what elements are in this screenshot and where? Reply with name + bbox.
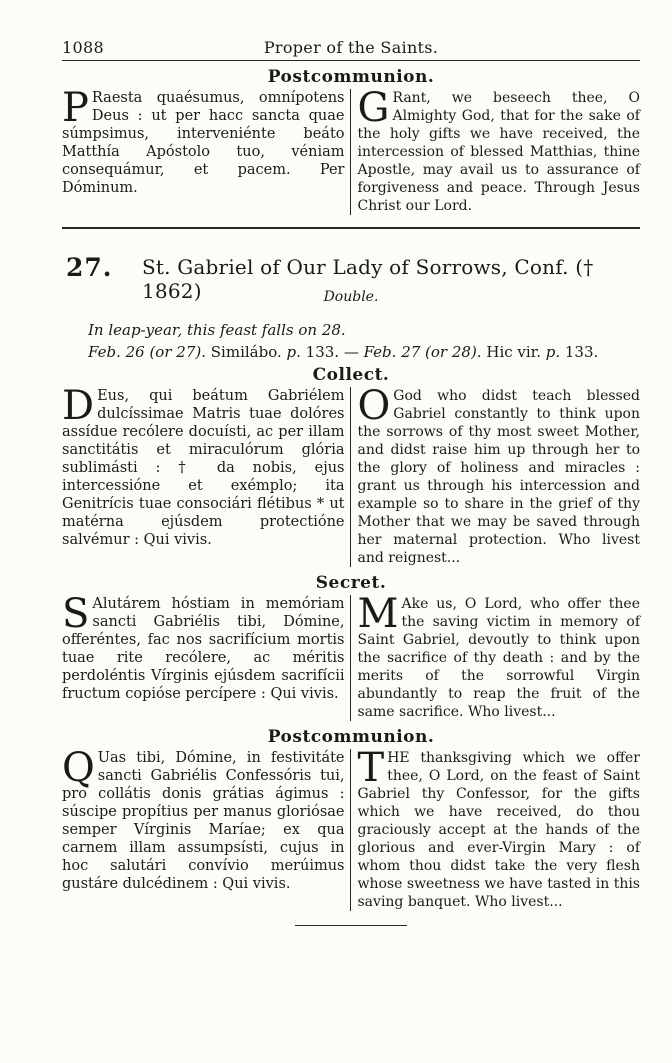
leap-year-note: In leap-year, this feast falls on 28. bbox=[88, 321, 346, 339]
drop-cap: T bbox=[357, 745, 385, 791]
english-text: Ake us, O Lord, who offer thee the saving victim in memory of Saint Gabriel, devoutly to think upon the sacrifice of thy death : and by the merits of the sorrowful Virgin abundantly to reap the fruit of the same sacrifice. Who livest... bbox=[357, 596, 640, 720]
section-title-postcommunion: Postcommunion. bbox=[267, 727, 435, 747]
feast-name: St. Gabriel of Our Lady of Sorrows, Conf. († 1862) bbox=[142, 255, 594, 303]
drop-cap: Q bbox=[62, 745, 95, 791]
english-column bbox=[351, 383, 641, 567]
postcommunion-prev-columns bbox=[62, 85, 640, 215]
feast-separator-rule bbox=[62, 227, 640, 229]
latin-text: Uas tibi, Dómine, in festivitáte sancti Gabriélis Confessóris tui, pro collátis donis grátias ágimus : súscipe propítius per manus gloriósae semper Vírginis Maríae; ex qua carnem illam assumpsísti, cujus in hoc salutári convívio merúimus gustáre dulcédinem : Qui vivis. bbox=[62, 750, 345, 892]
drop-cap: D bbox=[62, 383, 95, 429]
header-rule bbox=[62, 60, 640, 61]
english-text: God who didst teach blessed Gabriel constantly to think upon the sorrows of thy most sweet Mother, and didst raise him up through her to the glory of holiness and miracles : grant us through his intercession and example so to share in the grief of thy Mother that we may be saved through her maternal protection. Who livest and reignest... bbox=[357, 388, 640, 566]
drop-cap: M bbox=[357, 591, 399, 637]
latin-text: Raesta quaésumus, omnípotens Deus : ut per hacc sancta quae súmpsimus, interveniénte beáto Matthía Apóstolo tuo, véniam consequámur, et pacem. Per Dóminum. bbox=[62, 90, 345, 196]
latin-text: Alutárem hóstiam in memóriam sancti Gabriélis tibi, Dómine, offeréntes, fac nos sacrifícium mortis tuae rite recólere, ac méritis perdoléntis Vírginis ejúsdem sacrifícii fructum copióse percípere : Qui vivis. bbox=[62, 596, 345, 702]
section-title-collect: Collect. bbox=[312, 365, 390, 385]
english-column bbox=[351, 745, 641, 911]
feast-notes bbox=[62, 319, 640, 363]
english-text: HE thanksgiving which we offer thee, O Lord, on the feast of Saint Gabriel thy Confessor, for the gifts which we have received, do thou graciously accept at the hands of the glorious and ever-Virgin Mary : of whom thou didst take the very flesh whose sweetness we have tasted in this saving banquet. Who livest... bbox=[357, 750, 640, 910]
english-column bbox=[351, 591, 641, 721]
end-rule bbox=[295, 925, 407, 926]
drop-cap: G bbox=[357, 85, 390, 131]
latin-text: Eus, qui beátum Gabriélem dulcíssimae Matris tuae dolóres assídue recólere docuísti, ac per illam sanctitátis et miraculórum glória sublimásti : † da nobis, ejus intercessióne et exémplo; ita Genitrícis tuae consociári flétibus * ut matérna ejúsdem protectióne salvémur : Qui vivis. bbox=[62, 388, 345, 548]
feast-day-number: 27. bbox=[66, 253, 113, 282]
english-text: Rant, we beseech thee, O Almighty God, that for the sake of the holy gifts we have received, the intercession of blessed Matthias, thine Apostle, may avail us to assurance of forgiveness and peace. Through Jesus Christ our Lord. bbox=[357, 90, 640, 214]
section-title-secret: Secret. bbox=[315, 573, 387, 593]
drop-cap: P bbox=[62, 85, 89, 131]
latin-column bbox=[62, 745, 350, 911]
english-column bbox=[351, 85, 641, 215]
postcommunion-columns bbox=[62, 745, 640, 911]
collect-columns bbox=[62, 383, 640, 567]
section-title-postcommunion-prev: Postcommunion. bbox=[267, 67, 435, 87]
drop-cap: O bbox=[357, 383, 391, 429]
latin-column bbox=[62, 85, 350, 215]
latin-column bbox=[62, 591, 350, 721]
secret-columns bbox=[62, 591, 640, 721]
page-number: 1088 bbox=[62, 38, 104, 57]
running-title: Proper of the Saints. bbox=[263, 38, 439, 57]
page bbox=[62, 34, 640, 926]
date-note: Feb. 26 (or 27). Similábo. p. 133. — Feb. 27 (or 28). Hic vir. p. 133. bbox=[88, 343, 599, 361]
feast-heading bbox=[62, 247, 640, 305]
running-head bbox=[62, 34, 640, 60]
drop-cap: S bbox=[62, 591, 90, 637]
latin-column bbox=[62, 383, 350, 567]
feast-rank: Double. bbox=[323, 289, 379, 305]
